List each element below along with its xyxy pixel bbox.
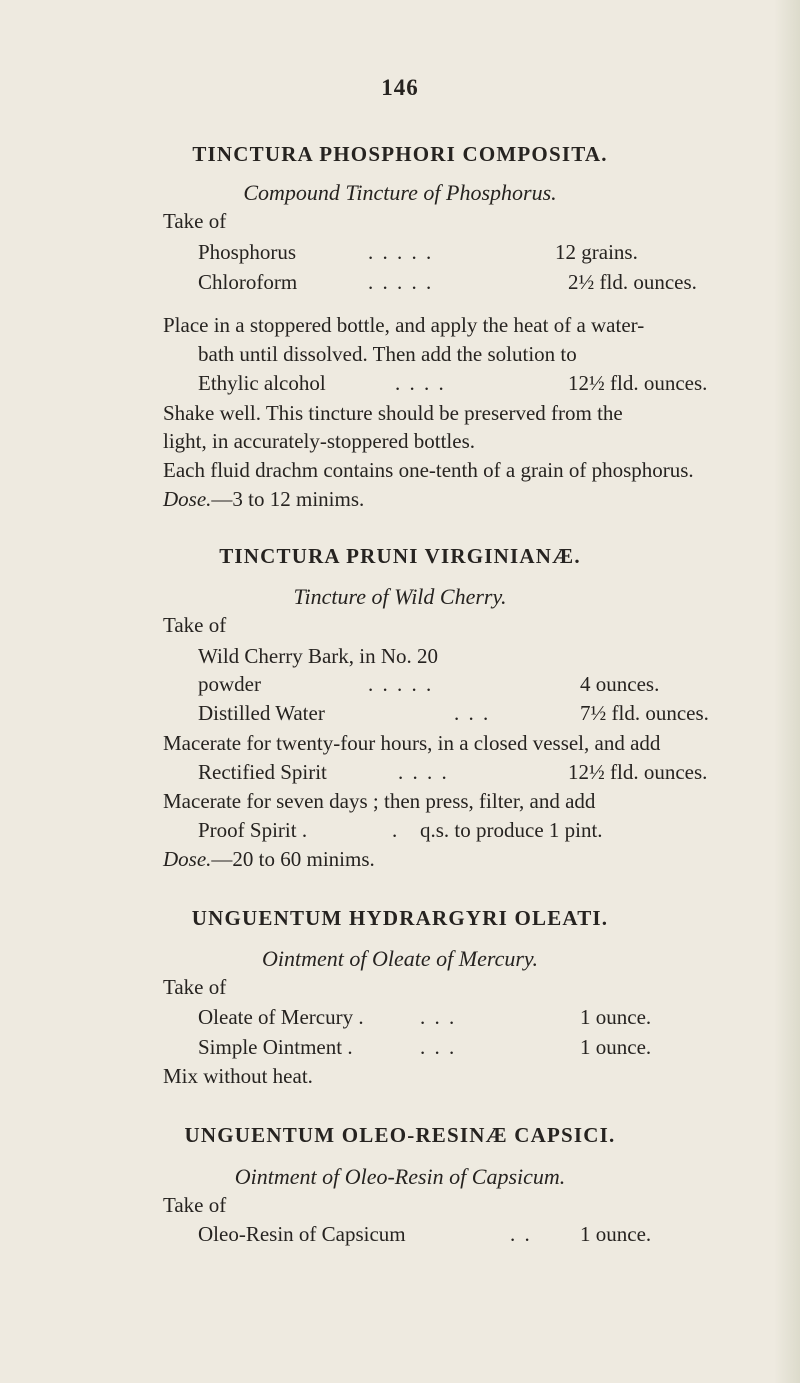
- dose-label: Dose.: [163, 487, 212, 511]
- leader-dots: . . . . .: [368, 270, 434, 294]
- dose-text: —3 to 12 minims.: [211, 487, 365, 511]
- ingredient-name: Oleate of Mercury .: [198, 1005, 364, 1029]
- ingredient-quantity: 1 ounce.: [580, 1035, 652, 1059]
- instruction-text: Macerate for seven days ; then press, filter, and add: [163, 789, 596, 813]
- ingredient-name: Simple Ointment .: [198, 1035, 353, 1059]
- ingredient-name: Proof Spirit .: [198, 818, 308, 842]
- ingredient-name: Wild Cherry Bark, in No. 20: [198, 644, 439, 668]
- instruction-text: bath until dissolved. Then add the solution to: [198, 342, 577, 366]
- section-subtitle-compound-tincture: Compound Tincture of Phosphorus.: [243, 180, 557, 205]
- ingredient-quantity: 1 ounce.: [580, 1005, 652, 1029]
- ingredient-quantity: 12½ fld. ounces.: [568, 371, 708, 395]
- instruction-text: Shake well. This tincture should be preserved from the: [163, 401, 623, 425]
- leader-dots: . .: [510, 1222, 532, 1246]
- ingredient-quantity: 2½ fld. ounces.: [568, 270, 697, 294]
- leader-dots: . . .: [420, 1005, 457, 1029]
- leader-dots: . . . .: [398, 760, 449, 784]
- leader-dots: . . . . .: [368, 672, 434, 696]
- leader-dots: . . .: [454, 701, 491, 725]
- ingredient-name: Distilled Water: [198, 701, 325, 725]
- take-of-label: Take of: [163, 209, 227, 233]
- section-subtitle-oleo-resin-capsicum: Ointment of Oleo-Resin of Capsicum.: [234, 1164, 566, 1189]
- instruction-text: Mix without heat.: [163, 1064, 313, 1088]
- section-subtitle-oleate-of-mercury: Ointment of Oleate of Mercury.: [262, 946, 538, 971]
- leader-dots: . . . .: [395, 371, 446, 395]
- ingredient-name-continued: powder: [198, 672, 261, 696]
- instruction-text: Each fluid drachm contains one-tenth of a grain of phosphorus.: [163, 458, 694, 482]
- ingredient-quantity: 1 ounce.: [580, 1222, 652, 1246]
- ingredient-name: Phosphorus: [198, 240, 297, 264]
- section-heading-tinctura-phosphori: TINCTURA PHOSPHORI COMPOSITA.: [192, 142, 608, 166]
- dose-label: Dose.: [163, 847, 212, 871]
- ingredient-quantity: 12½ fld. ounces.: [568, 760, 708, 784]
- leader-dots: . . . . .: [368, 240, 434, 264]
- ingredient-quantity: 12 grains.: [555, 240, 638, 264]
- dose-line: [163, 487, 364, 512]
- take-of-label: Take of: [163, 1193, 227, 1217]
- ingredient-name: Ethylic alcohol: [198, 371, 326, 395]
- instruction-text: light, in accurately-stoppered bottles.: [163, 429, 475, 453]
- section-heading-tinctura-pruni: TINCTURA PRUNI VIRGINIANÆ.: [219, 544, 581, 568]
- section-subtitle-wild-cherry: Tincture of Wild Cherry.: [293, 584, 507, 609]
- take-of-label: Take of: [163, 613, 227, 637]
- ingredient-name: Oleo-Resin of Capsicum: [198, 1222, 406, 1246]
- ingredient-quantity: 4 ounces.: [580, 672, 660, 696]
- ingredient-quantity: 7½ fld. ounces.: [580, 701, 709, 725]
- leader-dots: .: [392, 818, 400, 842]
- ingredient-quantity: q.s. to produce 1 pint.: [420, 818, 603, 842]
- section-heading-unguentum-oleo-resinae: UNGUENTUM OLEO-RESINÆ CAPSICI.: [184, 1123, 616, 1147]
- instruction-text: Place in a stoppered bottle, and apply the heat of a water-: [163, 313, 645, 337]
- take-of-label: Take of: [163, 975, 227, 999]
- section-heading-unguentum-hydrargyri: UNGUENTUM HYDRARGYRI OLEATI.: [191, 906, 609, 930]
- leader-dots: . . .: [420, 1035, 457, 1059]
- dose-text: —20 to 60 minims.: [211, 847, 375, 871]
- instruction-text: Macerate for twenty-four hours, in a closed vessel, and add: [163, 731, 661, 755]
- ingredient-name: Rectified Spirit: [198, 760, 327, 784]
- page-number: 146: [381, 75, 419, 100]
- ingredient-name: Chloroform: [198, 270, 298, 294]
- dose-line: [163, 847, 375, 872]
